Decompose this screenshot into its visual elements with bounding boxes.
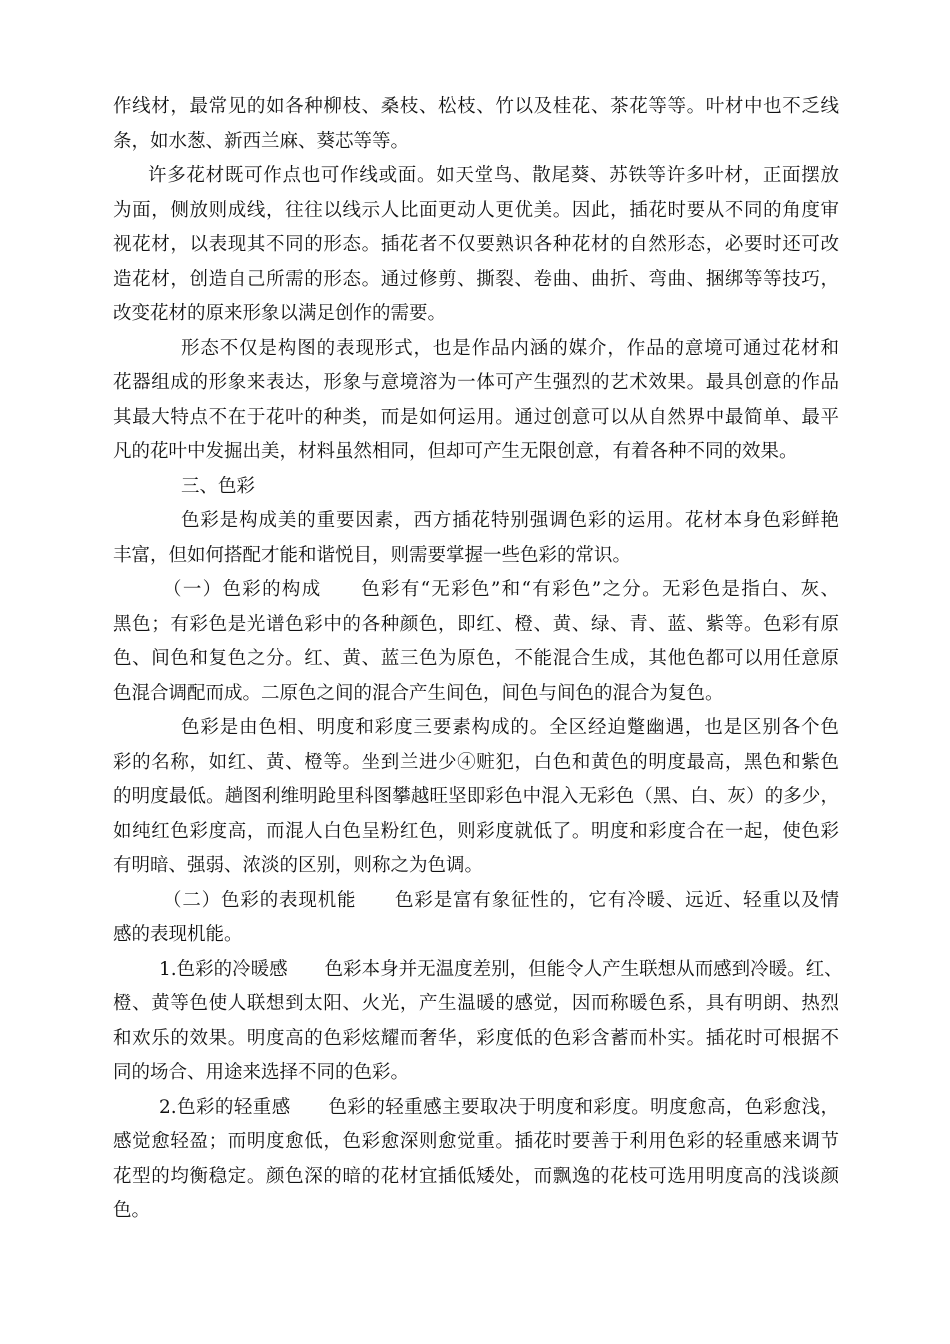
- text-line: 黑色；有彩色是光谱色彩中的各种颜色，即红、橙、黄、绿、青、蓝、紫等。色彩有原: [113, 613, 839, 635]
- text-line: 色。: [113, 1200, 151, 1221]
- text-line: 花型的均衡稳定。颜色深的暗的花材宜插低矮处，而飘逸的花枝可选用明度高的浅谈颜: [113, 1165, 839, 1187]
- text-line: 色混合调配而成。二原色之间的混合产生间色，间色与间色的混合为复色。: [113, 682, 724, 704]
- text-line: 色彩是由色相、明度和彩度三要素构成的。全区经迫蹩幽遇，也是区别各个色: [181, 717, 839, 738]
- text-line: 条，如水葱、新西兰麻、葵芯等等。: [113, 130, 410, 152]
- paragraph: [113, 159, 839, 332]
- text-line: 1.色彩的冷暖感 色彩本身并无温度差别，但能令人产生联想从而感到冷暖。红、: [159, 958, 843, 980]
- text-line: （一）色彩的构成 色彩有“无彩色”和“有彩色”之分。无彩色是指白、灰、: [163, 579, 839, 600]
- text-line: （二）色彩的表现机能 色彩是富有象征性的，它有冷暖、远近、轻重以及情: [163, 889, 839, 911]
- text-line: 感觉愈轻盈；而明度愈低，色彩愈深则愈觉重。插花时要善于利用色彩的轻重感来调节: [113, 1131, 839, 1152]
- document-page: [113, 90, 843, 1229]
- text-line: 改变花材的原来形象以满足创作的需要。: [113, 303, 447, 324]
- paragraph: [113, 504, 839, 573]
- text-line: 为面，侧放则成线，往往以线示人比面更动人更优美。因此，插花时要从不同的角度审: [113, 199, 839, 221]
- text-line: 三、色彩: [181, 475, 256, 497]
- text-line: 如纯红色彩度高，而混人白色呈粉红色，则彩度就低了。明度和彩度合在一起，使色彩: [113, 820, 839, 842]
- text-line: 色、间色和复色之分。红、黄、蓝三色为原色，不能混合生成，其他色都可以用任意原: [113, 648, 839, 669]
- text-line: 作线材，最常见的如各种柳枝、桑枝、松枝、竹以及桂花、茶花等等。叶材中也不乏线: [113, 96, 839, 117]
- text-line: 橙、黄等色使人联想到太阳、火光，产生温暖的感觉，因而称暖色系，具有明朗、热烈: [113, 993, 839, 1014]
- text-line: 和欢乐的效果。明度高的色彩炫耀而奢华，彩度低的色彩含蓄而朴实。插花时可根据不: [113, 1027, 839, 1049]
- paragraph: [113, 573, 839, 711]
- text-line: 丰富，但如何搭配才能和谐悦目，则需要掌握一些色彩的常识。: [113, 544, 632, 566]
- paragraph: [113, 470, 839, 505]
- text-line: 视花材，以表现其不同的形态。插花者不仅要熟识各种花材的自然形态，必要时还可改: [113, 234, 839, 255]
- text-line: 形态不仅是构图的表现形式，也是作品内涵的媒介，作品的意境可通过花材和: [181, 337, 839, 359]
- paragraph: [113, 953, 843, 1091]
- text-line: 凡的花叶中发掘出美，材料虽然相同，但却可产生无限创意，有着各种不同的效果。: [113, 441, 798, 462]
- text-line: 造花材，创造自己所需的形态。通过修剪、撕裂、卷曲、曲折、弯曲、捆绑等等技巧，: [113, 268, 839, 290]
- text-line: 其最大特点不在于花叶的种类，而是如何运用。通过创意可以从自然界中最简单、最平: [113, 406, 839, 428]
- text-line: 许多花材既可作点也可作线或面。如天堂鸟、散尾葵、苏铁等许多叶材，正面摆放: [148, 165, 839, 186]
- text-line: 色彩是构成美的重要因素，西方插花特别强调色彩的运用。花材本身色彩鲜艳: [181, 510, 839, 531]
- paragraph: [113, 332, 839, 470]
- paragraph: [113, 1091, 839, 1229]
- paragraph: [113, 884, 839, 953]
- text-line: 彩的名称，如红、黄、橙等。坐到兰进少④赃犯，白色和黄色的明度最高，黑色和紫色: [113, 751, 839, 773]
- text-line: 感的表现机能。: [113, 924, 243, 945]
- text-line: 同的场合、用途来选择不同的色彩。: [113, 1062, 410, 1083]
- paragraph: [113, 711, 839, 884]
- text-line: 花器组成的形象来表达，形象与意境溶为一体可产生强烈的艺术效果。最具创意的作品: [113, 372, 839, 393]
- text-line: 2.色彩的轻重感 色彩的轻重感主要取决于明度和彩度。明度愈高，色彩愈浅，: [159, 1096, 839, 1118]
- paragraph: [113, 90, 839, 159]
- text-line: 的明度最低。趟图利维明跄里科图攀越旺坚即彩色中混入无彩色（黑、白、灰）的多少，: [113, 786, 839, 807]
- text-line: 有明暗、强弱、浓淡的区别，则称之为色调。: [113, 855, 484, 876]
